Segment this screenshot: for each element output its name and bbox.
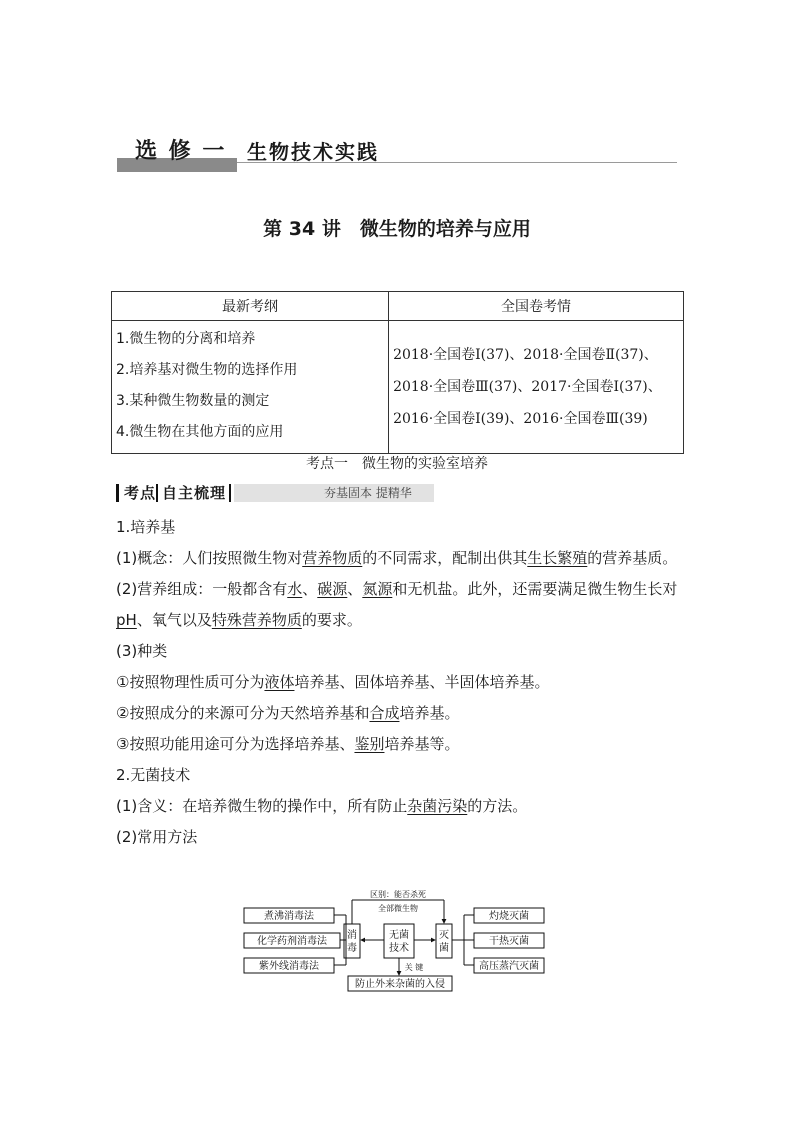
method-label: 高压蒸汽灭菌 bbox=[479, 961, 539, 972]
underlined-term: 液体 bbox=[264, 673, 295, 691]
text: 培养基。 bbox=[399, 704, 460, 722]
underlined-term: 水 bbox=[287, 580, 303, 598]
banner-separator bbox=[156, 484, 158, 502]
text: ③按照功能用途可分为选择培养基、 bbox=[116, 735, 355, 753]
table-header-row bbox=[112, 292, 684, 321]
list-item bbox=[116, 667, 682, 698]
exam-line: 2016·全国卷Ⅰ(39)、2016·全国卷Ⅲ(39) bbox=[393, 411, 648, 427]
text: (1)含义：在培养微生物的操作中，所有防止 bbox=[116, 797, 408, 815]
method-label: 煮沸消毒法 bbox=[264, 911, 314, 922]
text: ②按照成分的来源可分为天然培养基和 bbox=[116, 704, 370, 722]
text: 的要求。 bbox=[301, 611, 362, 629]
center-label: 技术 bbox=[389, 943, 409, 954]
paragraph-types: (3)种类 bbox=[116, 642, 168, 660]
point-title: 考点一 微生物的实验室培养 bbox=[306, 456, 488, 472]
text: (1)概念：人们按照微生物对 bbox=[116, 549, 303, 567]
underlined-term: 特殊营养物质 bbox=[211, 611, 302, 629]
requirement-item: 2.培养基对微生物的选择作用 bbox=[116, 362, 298, 378]
list-item bbox=[116, 729, 682, 760]
text: 和无机盐。此外，还需要满足微生物生长对 bbox=[392, 580, 678, 598]
method-label: 紫外线消毒法 bbox=[259, 961, 319, 972]
lecture-title: 第 34 讲 微生物的培养与应用 bbox=[263, 218, 531, 240]
requirement-item: 4.微生物在其他方面的应用 bbox=[116, 424, 284, 440]
text: 的不同需求，配制出供其 bbox=[362, 549, 528, 567]
method-label: 灼烧灭菌 bbox=[489, 911, 529, 922]
banner-tag: 夯基固本 提精华 bbox=[324, 486, 412, 500]
banner-bar bbox=[116, 484, 119, 502]
underlined-term: pH bbox=[116, 611, 137, 629]
requirement-item: 1.微生物的分离和培养 bbox=[116, 331, 256, 347]
text: 的方法。 bbox=[467, 797, 528, 815]
underlined-term: 杂菌污染 bbox=[407, 797, 468, 815]
underlined-term: 合成 bbox=[369, 704, 400, 722]
chapter-title: 生物技术实践 bbox=[247, 140, 379, 164]
banner-separator bbox=[229, 484, 231, 502]
comparison-note: 区别：能否杀死 bbox=[370, 890, 426, 899]
underlined-term: 鉴别 bbox=[354, 735, 385, 753]
table-row bbox=[112, 321, 684, 454]
underlined-term: 碳源 bbox=[317, 580, 348, 598]
paragraph-concept bbox=[116, 543, 682, 574]
list-item bbox=[116, 698, 682, 729]
paragraph-methods: (2)常用方法 bbox=[116, 828, 198, 846]
text: 、 bbox=[302, 580, 318, 598]
heading-medium: 1.培养基 bbox=[116, 518, 176, 536]
sterilize-label: 菌 bbox=[439, 943, 449, 954]
section-banner bbox=[116, 482, 436, 504]
content-body bbox=[116, 512, 682, 853]
method-label: 化学药剂消毒法 bbox=[257, 936, 327, 947]
requirements-cell bbox=[112, 321, 389, 454]
underlined-term: 氮源 bbox=[362, 580, 393, 598]
requirement-item: 3.某种微生物数量的测定 bbox=[116, 393, 270, 409]
comparison-note: 全部微生物 bbox=[378, 904, 418, 913]
exam-line: 2018·全国卷Ⅰ(37)、2018·全国卷Ⅱ(37)、 bbox=[393, 347, 658, 363]
paragraph-meaning bbox=[116, 791, 682, 822]
disinfect-label: 消 bbox=[347, 930, 357, 941]
sterilize-label: 灭 bbox=[439, 930, 449, 941]
key-note: 关 键 bbox=[404, 963, 424, 972]
underlined-term: 生长繁殖 bbox=[527, 549, 588, 567]
method-label: 干热灭菌 bbox=[489, 936, 529, 947]
table-header-syllabus: 最新考纲 bbox=[112, 292, 389, 321]
chapter-header bbox=[117, 132, 677, 172]
text: 培养基、固体培养基、半固体培养基。 bbox=[294, 673, 550, 691]
text: 培养基等。 bbox=[384, 735, 460, 753]
chapter-label: 选 修 一 bbox=[135, 139, 227, 164]
center-label: 无菌 bbox=[389, 930, 409, 941]
sterile-technique-diagram bbox=[240, 888, 554, 992]
table-header-exams: 全国卷考情 bbox=[389, 292, 684, 321]
exams-cell bbox=[389, 321, 684, 454]
text: (2)营养组成：一般都含有 bbox=[116, 580, 288, 598]
exam-table bbox=[111, 291, 684, 454]
underlined-term: 营养物质 bbox=[302, 549, 363, 567]
banner-label-point: 考点 bbox=[124, 484, 157, 502]
exam-line: 2018·全国卷Ⅲ(37)、2017·全国卷Ⅰ(37)、 bbox=[393, 379, 662, 395]
bottom-label: 防止外来杂菌的入侵 bbox=[355, 979, 445, 990]
banner-label-review: 自主梳理 bbox=[162, 484, 227, 502]
text: 、氧气以及 bbox=[136, 611, 212, 629]
text: 、 bbox=[347, 580, 363, 598]
heading-medium: 2.无菌技术 bbox=[116, 766, 191, 784]
paragraph-composition bbox=[116, 574, 682, 636]
text: ①按照物理性质可分为 bbox=[116, 673, 265, 691]
text: 的营养基质。 bbox=[587, 549, 678, 567]
disinfect-label: 毒 bbox=[347, 943, 357, 954]
